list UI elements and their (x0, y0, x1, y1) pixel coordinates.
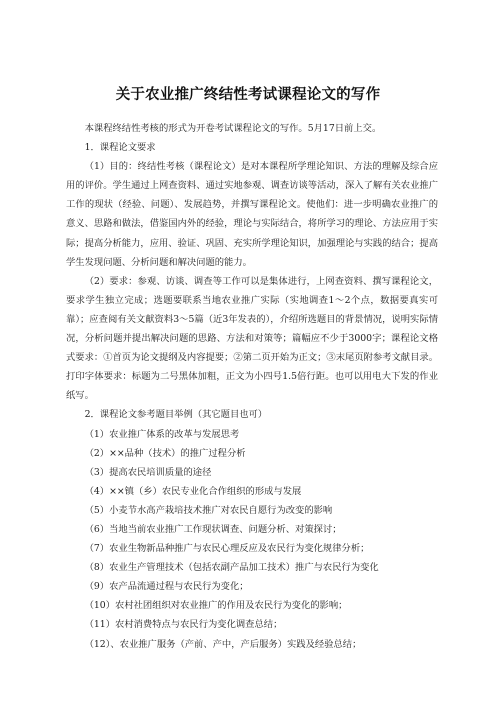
intro-paragraph: 本课程终结性考核的形式为开卷考试课程论文的写作。5月17日前上交。 (84, 123, 382, 134)
topic-item: （5）小麦节水高产栽培技术推广对农民自愿行为改变的影响 (84, 504, 333, 516)
section-heading-requirements: 1．课程论文要求 (84, 142, 156, 154)
document-body (66, 119, 438, 654)
document-title: 关于农业推广终结性考试课程论文的写作 (115, 87, 381, 103)
requirement-paragraph: （2）要求：参观、访谈、调查等工作可以是集体进行，上网查资料、撰写课程论文，要求学生独立完成；选题要联系当地农业推广实际（实地调查1～2个点，数据要真实可靠）；应查阅有关文献资料3～5篇（近3年发表的），介绍所选题目的背景情况，说明实际情况，分析问题并提出解决问题的思路、方法和对策等；篇幅应不少于3000字；课程论文格式要求：①首页为论文提纲及内容提要；②第二页开始为正文；③末尾页附参考文献目录。打印字体要求：标题为二号黑体加粗，正文为小四号1.5倍行距。也可以用电大下发的作业纸写。 (66, 275, 438, 402)
topic-item: （8）农业生产管理技术（包括农副产品加工技术）推广与农民行为变化 (84, 562, 379, 574)
topic-item: （10）农村社团组织对农业推广的作用及农民行为变化的影响； (84, 600, 348, 612)
topic-item: （6）当地当前农业推广工作现状调查、问题分析、对策探讨； (84, 523, 342, 535)
topic-item: （3）提高农民培训质量的途径 (84, 466, 212, 478)
topic-item: （1）农业推广体系的改革与发展思考 (84, 428, 240, 440)
section-heading-topics: 2．课程论文参考题目举例（其它题目也可） (84, 409, 268, 421)
topic-item: （12）、农业推广服务（产前、产中，产后服务）实践及经验总结； (84, 638, 362, 650)
topic-item: （9）农产品流通过程与农民行为变化； (84, 581, 249, 593)
purpose-paragraph: （1）目的：终结性考核（课程论文）是对本课程所学理论知识、方法的理解及综合应用的评价。学生通过上网查资料、通过实地参观、调查访谈等活动，深入了解有关农业推广工作的现状（经验、问题）、发展趋势，并撰写课程论文。使他们：进一步明确农业推广的意义、思路和做法，借鉴国内外的经验，理论与实际结合，将所学习的理论、方法应用于实际；提高分析能力，应用、验证、巩固、充实所学理论知识，加强理论与实践的结合；提高学生发现问题、分析问题和解决问题的能力。 (66, 161, 438, 268)
topic-item: （2）××品种（技术）的推广过程分析 (84, 447, 246, 459)
topic-item: （7）农业生物新品种推广与农民心理反应及农民行为变化规律分析； (84, 543, 370, 555)
topic-item: （11）农村消费特点与农民行为变化调查总结； (84, 619, 283, 631)
topic-list (66, 425, 438, 654)
topic-item: （4）××镇（乡）农民专业化合作组织的形成与发展 (84, 485, 302, 497)
